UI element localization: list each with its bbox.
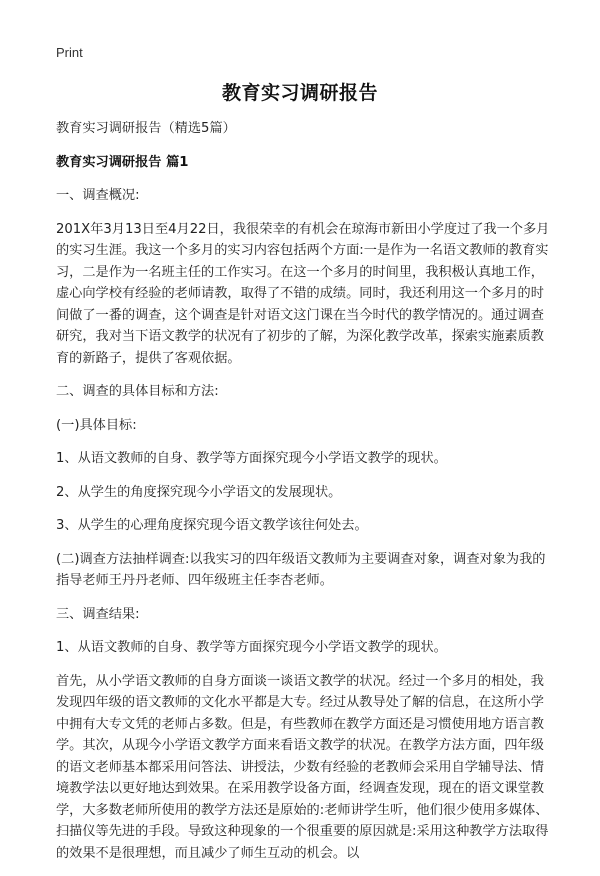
goal-item-2: 2、从学生的角度探究现今小学语文的发展现状。 <box>56 484 342 500</box>
goal-item-3: 3、从学生的心理角度探究现今语文教学该往何处去。 <box>56 518 368 533</box>
print-link[interactable]: Print <box>56 45 83 60</box>
result-item-1: 1、从语文教师的自身、教学等方面探究现今小学语文教学的现状。 <box>56 640 447 655</box>
intro-line: 教育实习调研报告（精选5篇） <box>56 121 236 136</box>
paragraph-results: 首先，从小学语文教师的自身方面谈一谈语文教学的状况。经过一个多月的相处，我发现四年级的语文教师的文化水平都是大专。经过从教导处了解的信息，在这所小学中拥有大专文凭的老师占多数。但是，有些教师在教学方面还是习惯使用地方语言教学。其次，从现今小学语文教学方面来看语文教学的状况。在教学方法方面，四年级的语文老师基本都采用问答法、讲授法，少数有经验的老教师会采用自学辅导法、情境教学法以更好地达到效果。在采用教学设备方面，经调查发现，现在的语文课堂教学，大多数老师所使用的教学方法还是原始的:老师讲学生听，他们很少使用多媒体、扫描仪等先进的手段。导致这种现象的一个很重要的原因就是:采用这种教学方法取得的效果不是很理想，而且减少了师生互动的机会。以 <box>56 673 549 861</box>
paragraph-method: (二)调查方法抽样调查:以我实习的四年级语文教师为主要调查对象，调查对象为我的指导老师王丹丹老师、四年级班主任李杏老师。 <box>56 551 546 588</box>
paragraph-overview: 201X年3月13日至4月22日，我很荣幸的有机会在琼海市新田小学度过了我一个多月的实习生涯。我这一个多月的实习内容包括两个方面:一是作为一名语文教师的教育实习，二是作为一名班主任的工作实习。在这一个多月的时间里，我积极认真地工作，虚心向学校有经验的老师请教，取得了不错的成绩。同时，我还利用这一个多月的时间做了一番的调查，这个调查是针对语文这门课在当今时代的教学情况的。通过调查研究，我对当下语文教学的状况有了初步的了解，为深化教学改革，探索实施素质教育的新路子，提供了客观依据。 <box>56 221 550 366</box>
document-body <box>56 118 554 876</box>
heading-results: 三、调查结果: <box>56 606 140 622</box>
heading-specific-goals: (一)具体目标: <box>56 417 137 433</box>
heading-goals-methods: 二、调查的具体目标和方法: <box>56 384 219 399</box>
section-title: 教育实习调研报告 篇1 <box>56 154 189 170</box>
goal-item-1: 1、从语文教师的自身、教学等方面探究现今小学语文教学的现状。 <box>56 451 447 466</box>
page-title: 教育实习调研报告 <box>221 82 378 104</box>
heading-survey-overview: 一、调查概况: <box>56 188 140 203</box>
